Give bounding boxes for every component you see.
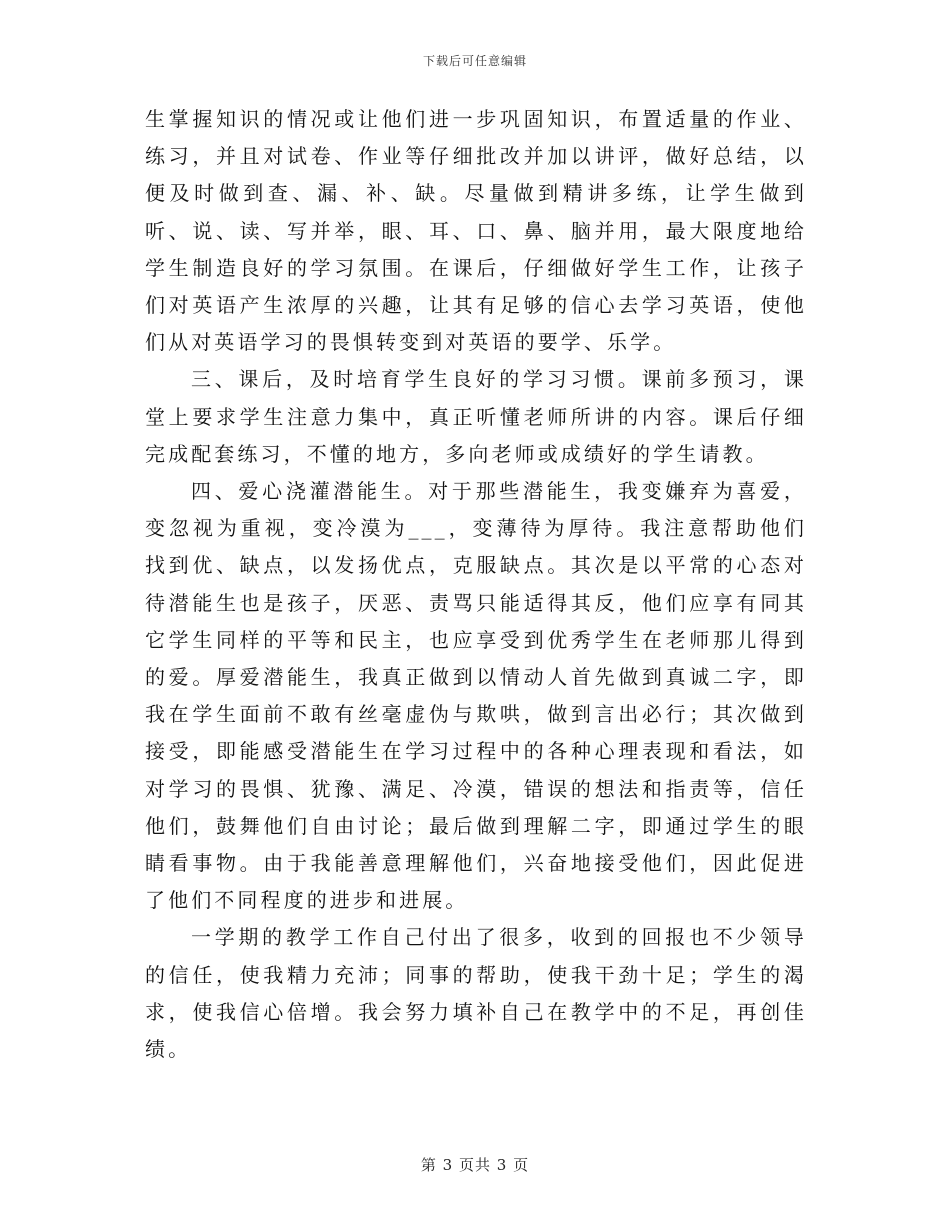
paragraph-conclusion: 一学期的教学工作自己付出了很多，收到的回报也不少领导的信任，使我精力充沛；同事的帮助，使我干劲十足；学生的渴求，使我信心倍增。我会努力填补自己在教学中的不足，再创佳绩。 [145,925,807,1062]
document-body [145,101,807,1068]
paragraph-continued: 生掌握知识的情况或让他们进一步巩固知识，布置适量的作业、练习，并且对试卷、作业等仔细批改并加以讲评，做好总结，以便及时做到查、漏、补、缺。尽量做到精讲多练，让学生做到听、说、读、写并举，眼、耳、口、鼻、脑并用，最大限度地给学生制造良好的学习氛围。在课后，仔细做好学生工作，让孩子们对英语产生浓厚的兴趣，让其有足够的信心去学习英语，使他们从对英语学习的畏惧转变到对英语的要学、乐学。 [145,107,807,355]
paragraph-section-four: 四、爱心浇灌潜能生。对于那些潜能生，我变嫌弃为喜爱，变忽视为重视，变冷漠为___，变薄待为厚待。我注意帮助他们找到优、缺点，以发扬优点，克服缺点。其次是以平常的心态对待潜能生也是孩子，厌恶、责骂只能适得其反，他们应享有同其它学生同样的平等和民主，也应享受到优秀学生在老师那儿得到的爱。厚爱潜能生，我真正做到以情动人首先做到真诚二字，即我在学生面前不敢有丝毫虚伪与欺哄，做到言出必行；其次做到接受，即能感受潜能生在学习过程中的各种心理表现和看法，如对学习的畏惧、犹豫、满足、冷漠，错误的想法和指责等，信任他们，鼓舞他们自由讨论；最后做到理解二字，即通过学生的眼睛看事物。由于我能善意理解他们，兴奋地接受他们，因此促进了他们不同程度的进步和进展。 [145,479,807,913]
paragraph-section-three: 三、课后，及时培育学生良好的学习习惯。课前多预习，课堂上要求学生注意力集中，真正听懂老师所讲的内容。课后仔细完成配套练习，不懂的地方，多向老师或成绩好的学生请教。 [145,367,807,466]
page-footer: 第 3 页共 3 页 [420,1156,530,1174]
page-header: 下载后可任意编辑 [422,54,527,68]
